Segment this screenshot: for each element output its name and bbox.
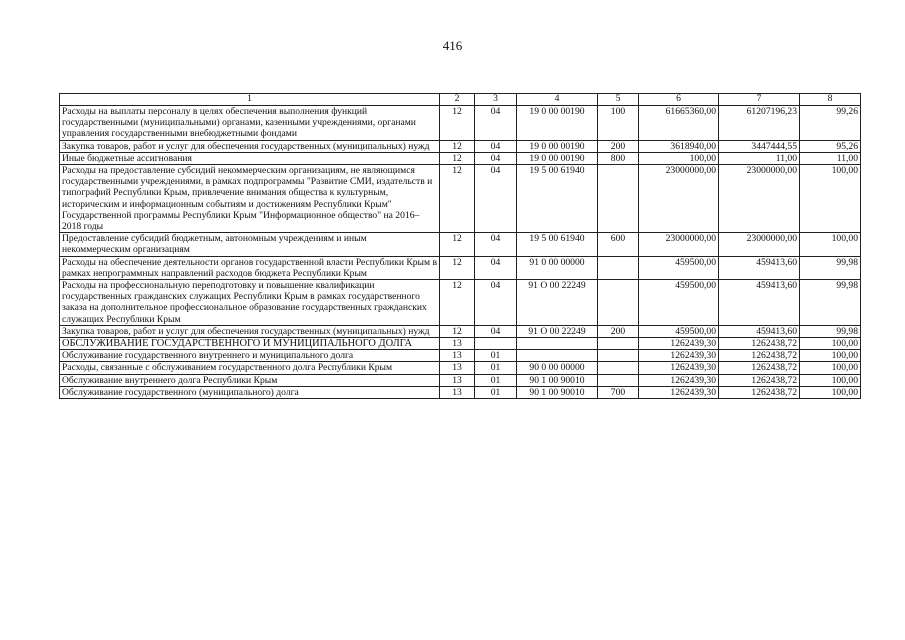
column-header: 5 — [598, 94, 639, 106]
row-percent: 100,00 — [800, 374, 861, 386]
page-number: 416 — [442, 38, 463, 53]
row-subsection: 01 — [475, 350, 517, 362]
row-percent: 100,00 — [800, 350, 861, 362]
row-target-code: 19 0 00 00190 — [517, 152, 598, 164]
row-name: Закупка товаров, работ и услуг для обеспечения государственных (муниципальных) нужд — [60, 325, 440, 337]
row-actual-amount: 11,00 — [719, 152, 800, 164]
row-section: 13 — [440, 338, 475, 350]
row-name: Иные бюджетные ассигнования — [60, 152, 440, 164]
row-name: Расходы на профессиональную переподготовку и повышение квалификации государственных гражданских служащих Республики Крым в рамках государственного заказа на дополнительное профессиональное образование государственных гражданских служащих Республики Крым — [60, 280, 440, 326]
row-section: 12 — [440, 106, 475, 141]
row-percent: 100,00 — [800, 362, 861, 374]
row-name: Расходы на предоставление субсидий некоммерческим организациям, не являющимся государственными учреждениями, в рамках подпрограммы "Развитие СМИ, издательств и типографий Республики Крым, привлечение внимания общества к культурным, историческим и информационным событиям и достижениям Республики Крым" Государственной программы Республики Крым "Информационное общество" на 2016–2018 годы — [60, 165, 440, 233]
row-actual-amount: 459413,60 — [719, 325, 800, 337]
row-name: ОБСЛУЖИВАНИЕ ГОСУДАРСТВЕННОГО И МУНИЦИПАЛЬНОГО ДОЛГА — [60, 338, 440, 350]
row-expense-type — [598, 374, 639, 386]
row-section: 12 — [440, 280, 475, 326]
table-header-row — [60, 94, 861, 106]
row-actual-amount: 23000000,00 — [719, 233, 800, 256]
row-section: 12 — [440, 325, 475, 337]
row-section: 13 — [440, 386, 475, 398]
row-target-code: 19 5 00 61940 — [517, 165, 598, 233]
row-name: Расходы, связанные с обслуживанием государственного долга Республики Крым — [60, 362, 440, 374]
row-planned-amount: 1262439,30 — [639, 350, 719, 362]
row-planned-amount: 61665360,00 — [639, 106, 719, 141]
row-name: Закупка товаров, работ и услуг для обеспечения государственных (муниципальных) нужд — [60, 140, 440, 152]
table-row — [60, 325, 861, 337]
row-planned-amount: 23000000,00 — [639, 233, 719, 256]
row-percent: 99,98 — [800, 280, 861, 326]
row-expense-type — [598, 338, 639, 350]
row-target-code: 91 О 00 22249 — [517, 280, 598, 326]
row-percent: 11,00 — [800, 152, 861, 164]
row-expense-type — [598, 280, 639, 326]
row-target-code — [517, 350, 598, 362]
row-target-code: 19 0 00 00190 — [517, 140, 598, 152]
row-expense-type — [598, 362, 639, 374]
row-name: Предоставление субсидий бюджетным, автономным учреждениям и иным некоммерческим организациям — [60, 233, 440, 256]
row-target-code: 91 О 00 22249 — [517, 325, 598, 337]
table-row — [60, 152, 861, 164]
row-percent: 100,00 — [800, 233, 861, 256]
row-name: Обслуживание внутреннего долга Республики Крым — [60, 374, 440, 386]
row-expense-type — [598, 256, 639, 279]
row-planned-amount: 100,00 — [639, 152, 719, 164]
row-section: 12 — [440, 233, 475, 256]
row-planned-amount: 1262439,30 — [639, 386, 719, 398]
row-planned-amount: 23000000,00 — [639, 165, 719, 233]
row-actual-amount: 1262438,72 — [719, 374, 800, 386]
row-subsection: 04 — [475, 256, 517, 279]
row-actual-amount: 459413,60 — [719, 256, 800, 279]
row-target-code: 19 5 00 61940 — [517, 233, 598, 256]
row-target-code — [517, 338, 598, 350]
row-section: 12 — [440, 256, 475, 279]
column-header: 1 — [60, 94, 440, 106]
row-subsection — [475, 338, 517, 350]
row-target-code: 91 0 00 00000 — [517, 256, 598, 279]
row-percent: 100,00 — [800, 338, 861, 350]
table-row — [60, 106, 861, 141]
column-header: 7 — [719, 94, 800, 106]
table-row — [60, 386, 861, 398]
row-subsection: 04 — [475, 165, 517, 233]
table-row — [60, 374, 861, 386]
row-actual-amount: 23000000,00 — [719, 165, 800, 233]
row-target-code: 90 1 00 90010 — [517, 386, 598, 398]
row-percent: 95,26 — [800, 140, 861, 152]
row-actual-amount: 1262438,72 — [719, 338, 800, 350]
row-subsection: 04 — [475, 233, 517, 256]
row-section: 13 — [440, 374, 475, 386]
column-header: 6 — [639, 94, 719, 106]
table-row — [60, 233, 861, 256]
row-actual-amount: 459413,60 — [719, 280, 800, 326]
row-name: Расходы на обеспечение деятельности органов государственной власти Республики Крым в рамках непрограммных направлений расходов бюджета Республики Крым — [60, 256, 440, 279]
row-section: 12 — [440, 152, 475, 164]
row-target-code: 90 0 00 00000 — [517, 362, 598, 374]
row-expense-type: 100 — [598, 106, 639, 141]
table-row — [60, 140, 861, 152]
row-percent: 99,98 — [800, 256, 861, 279]
row-subsection: 04 — [475, 106, 517, 141]
column-header: 4 — [517, 94, 598, 106]
row-section: 13 — [440, 350, 475, 362]
row-subsection: 01 — [475, 374, 517, 386]
column-header: 3 — [475, 94, 517, 106]
row-actual-amount: 61207196,23 — [719, 106, 800, 141]
row-expense-type: 600 — [598, 233, 639, 256]
row-subsection: 04 — [475, 152, 517, 164]
row-name: Обслуживание государственного внутреннего и муниципального долга — [60, 350, 440, 362]
row-target-code: 19 0 00 00190 — [517, 106, 598, 141]
row-name: Обслуживание государственного (муниципального) долга — [60, 386, 440, 398]
row-target-code: 90 1 00 90010 — [517, 374, 598, 386]
column-header: 2 — [440, 94, 475, 106]
column-header: 8 — [800, 94, 861, 106]
row-planned-amount: 1262439,30 — [639, 338, 719, 350]
table-row — [60, 256, 861, 279]
row-planned-amount: 1262439,30 — [639, 374, 719, 386]
row-percent: 99,26 — [800, 106, 861, 141]
row-planned-amount: 459500,00 — [639, 280, 719, 326]
row-expense-type — [598, 350, 639, 362]
row-expense-type: 700 — [598, 386, 639, 398]
table-row — [60, 280, 861, 326]
row-actual-amount: 3447444,55 — [719, 140, 800, 152]
row-planned-amount: 1262439,30 — [639, 362, 719, 374]
row-subsection: 01 — [475, 386, 517, 398]
table-row — [60, 362, 861, 374]
row-subsection: 04 — [475, 280, 517, 326]
row-expense-type: 200 — [598, 140, 639, 152]
row-subsection: 04 — [475, 325, 517, 337]
row-expense-type: 200 — [598, 325, 639, 337]
table-row — [60, 338, 861, 350]
row-planned-amount: 459500,00 — [639, 325, 719, 337]
row-actual-amount: 1262438,72 — [719, 362, 800, 374]
row-planned-amount: 459500,00 — [639, 256, 719, 279]
budget-table — [59, 93, 861, 399]
table-row — [60, 165, 861, 233]
row-percent: 99,98 — [800, 325, 861, 337]
row-section: 12 — [440, 165, 475, 233]
table-row — [60, 350, 861, 362]
row-name: Расходы на выплаты персоналу в целях обеспечения выполнения функций государственными (муниципальными) органами, казенными учреждениями, органами управления государственными внебюджетными фондами — [60, 106, 440, 141]
row-subsection: 04 — [475, 140, 517, 152]
row-section: 13 — [440, 362, 475, 374]
row-expense-type — [598, 165, 639, 233]
row-percent: 100,00 — [800, 165, 861, 233]
row-actual-amount: 1262438,72 — [719, 386, 800, 398]
row-subsection: 01 — [475, 362, 517, 374]
row-percent: 100,00 — [800, 386, 861, 398]
row-section: 12 — [440, 140, 475, 152]
row-planned-amount: 3618940,00 — [639, 140, 719, 152]
row-expense-type: 800 — [598, 152, 639, 164]
row-actual-amount: 1262438,72 — [719, 350, 800, 362]
